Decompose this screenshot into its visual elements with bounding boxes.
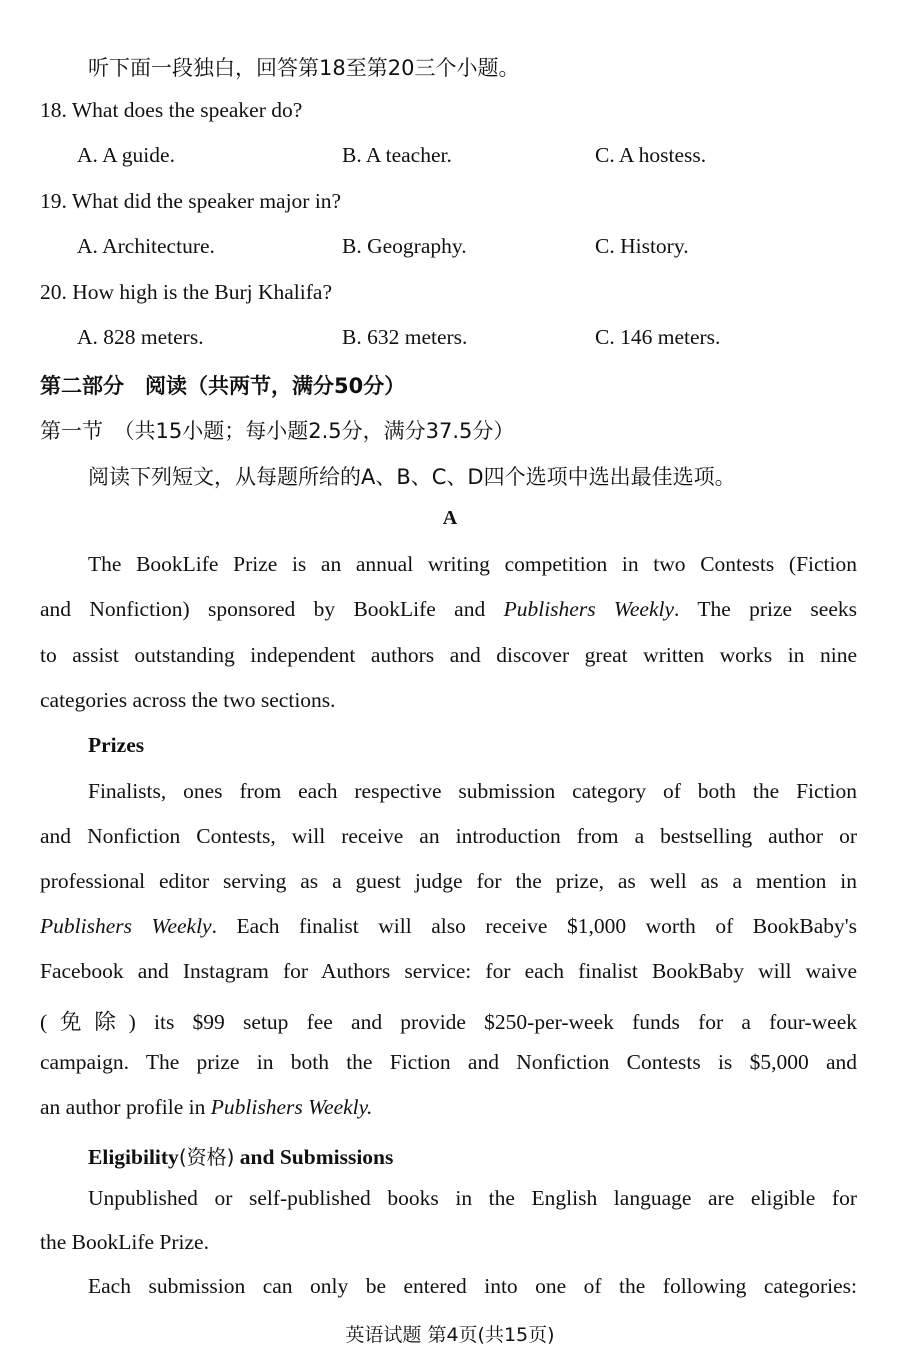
p4-line-1: Each submission can only be entered into one of the following categories: <box>88 1274 857 1298</box>
p3-line-2: the BookLife Prize. <box>40 1230 209 1254</box>
question-18-option-a: A. A guide. <box>77 143 175 167</box>
p1-line-2-a: and Nonfiction) sponsored by BookLife and <box>40 597 486 621</box>
p2-line-1: Finalists, ones from each respective submission category of both the Fiction <box>88 779 857 803</box>
p2-line-4-rest: . Each finalist will also receive $1,000 worth of BookBaby's <box>211 914 857 938</box>
section1-title: 第一节 （共15小题；每小题2.5分，满分37.5分） <box>40 419 515 443</box>
reading-instruction: 阅读下列短文，从每题所给的A、B、C、D四个选项中选出最佳选项。 <box>88 465 736 489</box>
question-20-stem: 20. How high is the Burj Khalifa? <box>40 280 332 304</box>
eligibility-heading-en: Eligibility <box>88 1145 179 1169</box>
question-18-option-b: B. A teacher. <box>342 143 452 167</box>
p1-line-4: categories across the two sections. <box>40 688 336 712</box>
p2-line-8-a: an author profile in <box>40 1095 206 1119</box>
prizes-heading: Prizes <box>88 733 145 757</box>
eligibility-heading-rest: and Submissions <box>239 1145 394 1169</box>
p2-line-2: and Nonfiction Contests, will receive an introduction from a bestselling author or <box>40 824 857 848</box>
p1-line-3: to assist outstanding independent authors and discover great written works in nine <box>40 643 857 667</box>
question-20-option-a: A. 828 meters. <box>77 325 204 349</box>
question-20-option-c: C. 146 meters. <box>595 325 721 349</box>
question-19-stem: 19. What did the speaker major in? <box>40 189 342 213</box>
part2-title: 第二部分 阅读（共两节，满分50分） <box>40 374 406 398</box>
question-20-option-b: B. 632 meters. <box>342 325 468 349</box>
p2-line-4 <box>40 914 857 939</box>
eligibility-heading <box>88 1141 393 1170</box>
publishers-weekly-title: Publishers Weekly <box>503 597 674 621</box>
p2-line-7: campaign. The prize in both the Fiction and Nonfiction Contests is $5,000 and <box>40 1050 857 1074</box>
question-18-stem: 18. What does the speaker do? <box>40 98 303 122</box>
p1-line-1: The BookLife Prize is an annual writing competition in two Contests (Fiction <box>88 552 857 576</box>
question-19-option-a: A. Architecture. <box>77 234 215 258</box>
listening-intro: 听下面一段独白，回答第18至第20三个小题。 <box>88 56 520 80</box>
question-19-option-b: B. Geography. <box>342 234 467 258</box>
passage-letter: A <box>442 507 458 529</box>
p1-line-2-b: . The prize seeks <box>674 597 858 621</box>
p2-line-3: professional editor serving as a guest judge for the prize, as well as a mention in <box>40 869 857 893</box>
eligibility-heading-cn: (资格) <box>178 1145 235 1169</box>
p2-line-6: (免除) its $99 setup fee and provide $250-per-week funds for a four-week <box>40 1010 857 1034</box>
p1-line-2 <box>40 597 857 622</box>
publishers-weekly-title: Publishers Weekly <box>40 914 212 938</box>
publishers-weekly-title: Publishers Weekly. <box>210 1095 373 1119</box>
page-footer: 英语试题 第4页(共15页) <box>345 1324 555 1346</box>
p3-line-1: Unpublished or self-published books in the English language are eligible for <box>88 1186 857 1210</box>
p2-line-5: Facebook and Instagram for Authors service: for each finalist BookBaby will waive <box>40 959 857 983</box>
question-18-option-c: C. A hostess. <box>595 143 707 167</box>
p2-line-8 <box>40 1095 372 1120</box>
question-19-option-c: C. History. <box>595 234 689 258</box>
